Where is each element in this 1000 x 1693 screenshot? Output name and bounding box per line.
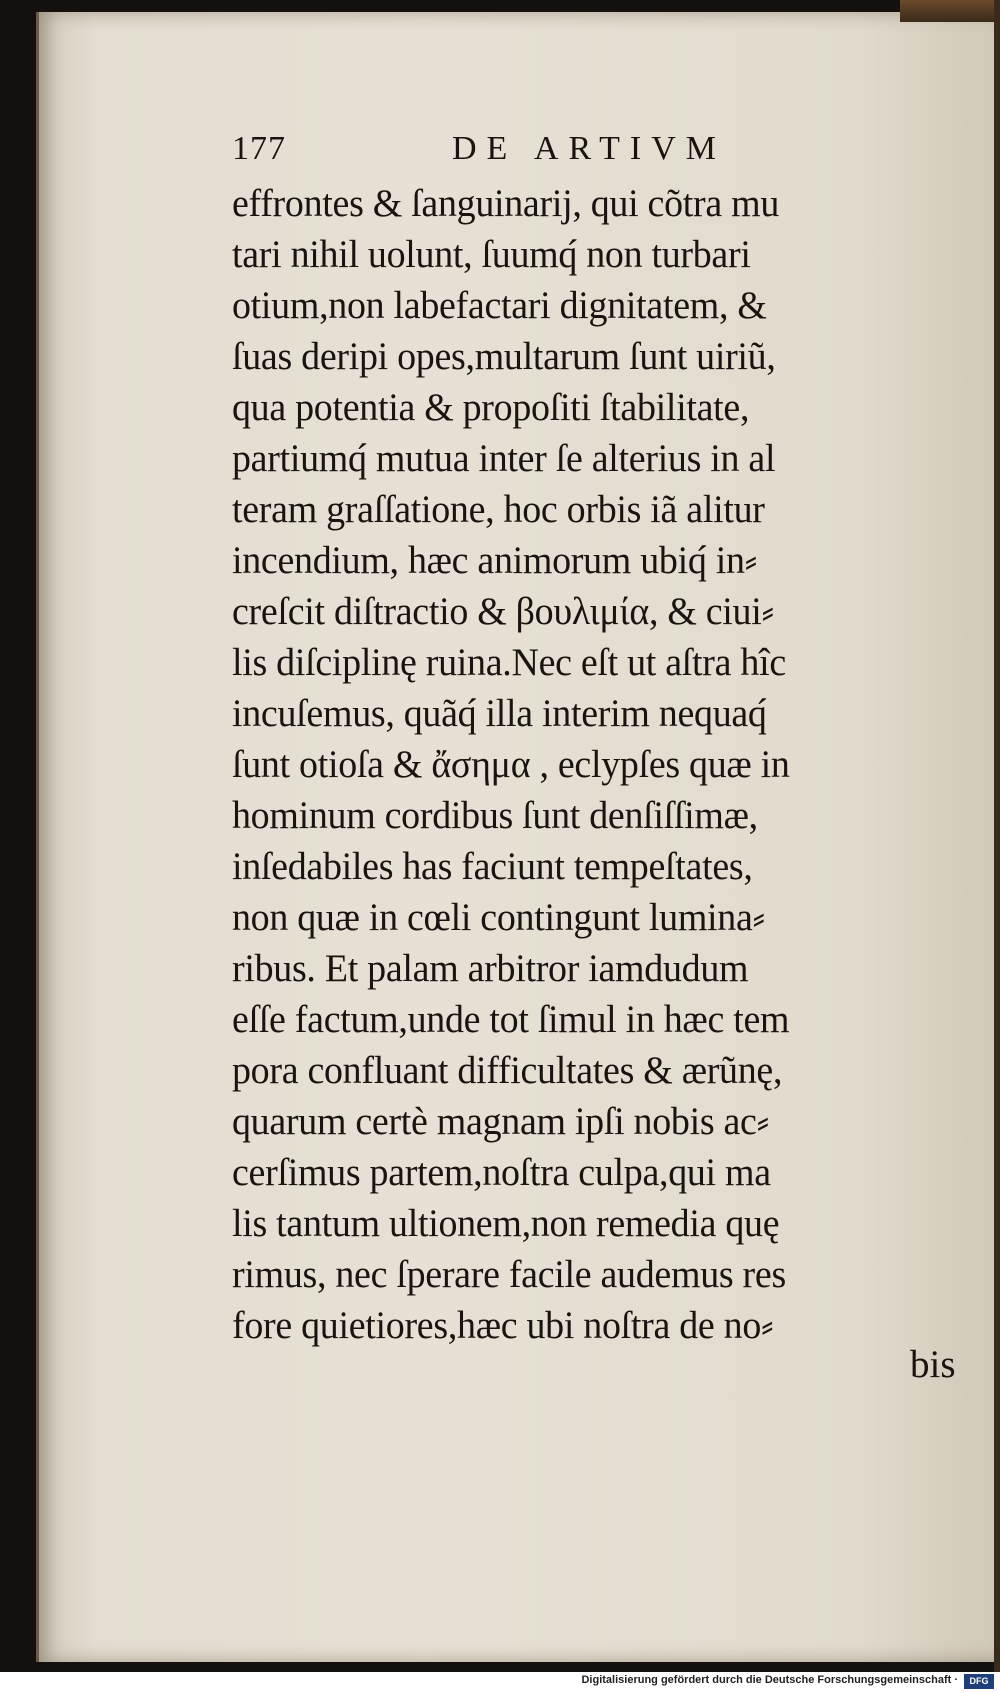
digitization-credit: Digitalisierung gefördert durch die Deutsche Forschungsgemeinschaft · bbox=[581, 1674, 958, 1686]
text-line: rimus, nec ſperare facile audemus res bbox=[232, 1253, 786, 1296]
dfg-logo: DFG bbox=[964, 1674, 994, 1689]
catchword: bis bbox=[910, 1343, 956, 1386]
text-line: inſedabiles has faciunt tempeſtates, bbox=[232, 845, 753, 888]
book-edge bbox=[900, 0, 1000, 22]
text-line: ſuas deripi opes,multarum ſunt uiriũ, bbox=[232, 335, 776, 378]
running-head: DE ARTIVM bbox=[452, 130, 727, 167]
text-line: otium,non labefactari dignitatem, & bbox=[232, 284, 767, 327]
text-line: cerſimus partem,noſtra culpa,qui ma bbox=[232, 1151, 771, 1194]
page-number: 177 bbox=[232, 130, 286, 167]
text-line: qua potentia & propoſiti ſtabilitate, bbox=[232, 386, 750, 429]
text-line: non quæ in cœli contingunt lumina⸗ bbox=[232, 896, 765, 939]
text-line: quarum certè magnam ipſi nobis ac⸗ bbox=[232, 1100, 769, 1143]
text-line: creſcit diſtractio & βουλιμία, & ciui⸗ bbox=[232, 590, 774, 633]
text-line: lis diſciplinę ruina.Nec eſt ut aſtra hîc bbox=[232, 641, 786, 684]
text-line: fore quietiores,hæc ubi noſtra de no⸗ bbox=[232, 1304, 774, 1347]
text-lines bbox=[232, 178, 972, 1351]
text-line: teram graſſatione, hoc orbis iã alitur bbox=[232, 488, 765, 531]
page-text bbox=[232, 130, 972, 1351]
text-line: pora confluant difficultates & ærũnę, bbox=[232, 1049, 783, 1092]
text-line: partiumq́ mutua inter ſe alterius in al bbox=[232, 437, 776, 480]
text-line: ribus. Et palam arbitror iamdudum bbox=[232, 947, 749, 990]
text-line: effrontes & ſanguinarij, qui cõtra mu bbox=[232, 182, 780, 225]
text-line: hominum cordibus ſunt denſiſſimæ, bbox=[232, 794, 758, 837]
page-binding-edge bbox=[994, 0, 1000, 1693]
text-line: ſunt otioſa & ἄσημα , eclypſes quæ in bbox=[232, 743, 790, 786]
text-line: eſſe factum,unde tot ſimul in hæc tem bbox=[232, 998, 790, 1041]
text-line: tari nihil uolunt, ſuumq́ non turbari bbox=[232, 233, 751, 276]
text-line: lis tantum ultionem,non remedia quę bbox=[232, 1202, 780, 1245]
text-line: incendium, hæc animorum ubiq́ in⸗ bbox=[232, 539, 757, 582]
page-header bbox=[232, 130, 972, 176]
text-line: incuſemus, quãq́ illa interim nequaq́ bbox=[232, 692, 767, 735]
